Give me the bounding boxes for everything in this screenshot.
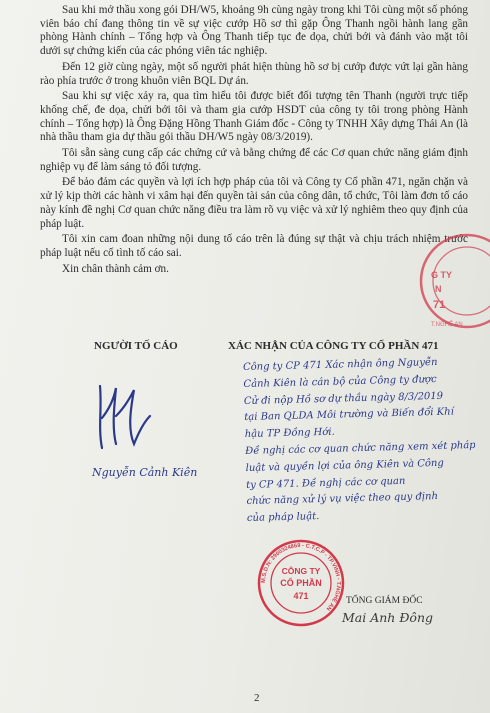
page-number: 2 bbox=[254, 692, 260, 704]
handwritten-line: Cử đi nộp Hồ sơ dự thầu ngày 8/3/2019 bbox=[243, 390, 444, 407]
stamp-text-line-2: CỔ PHẦN bbox=[280, 578, 322, 588]
paragraph-2: Đến 12 giờ cùng ngày, một số người phát hiện thùng hồ sơ bị cướp được vứt lại gần hàng rào phía trước ở trong khuôn viên BQL Dự án. bbox=[40, 60, 468, 87]
company-stamp bbox=[256, 538, 346, 628]
director-name: Mai Anh Đông bbox=[342, 610, 433, 625]
paragraph-6: Tôi xin cam đoan những nội dung tố cáo trên là đúng sự thật và chịu trách nhiệm trước pháp luật nếu cố tình tố cáo sai. bbox=[40, 233, 468, 259]
handwritten-line: Đề nghị các cơ quan chức năng xem xét pháp bbox=[245, 439, 476, 457]
handwritten-line: chức năng xử lý vụ việc theo quy định bbox=[246, 491, 439, 508]
stamp-text-line-1: CÔNG TY bbox=[281, 566, 321, 576]
handwritten-line: luật và quyền lợi của ông Kiên và Công bbox=[245, 457, 444, 474]
company-stamp-edge bbox=[405, 226, 490, 336]
handwritten-confirmation bbox=[243, 354, 477, 528]
paragraph-1: Sau khi mở thầu xong gói DH/W5, khoảng 9h cùng ngày trong khi Tôi cùng một số phóng viên báo chí đang thông tin về sự việc cướp Hồ sơ thì gặp Ông Thanh ngồi hành lang gần phòng Hành chính – Tổng hợp và Ông Thanh tiếp tục đe dọa, chửi bới và đánh vào mặt tôi dưới sự chứng kiến của các phóng viên tác nghiệp. bbox=[40, 4, 468, 58]
stamp-ring-text: M.S.D.N: 2900324869 - C.T.C.P - TP.VINH - T.NGHỆ AN bbox=[260, 542, 342, 612]
complainant-handwritten-name: Nguyễn Cảnh Kiên bbox=[92, 466, 198, 479]
paragraph-5: Để bảo đảm các quyền và lợi ích hợp pháp của tôi và Công ty Cổ phần 471, ngăn chặn và xử lý kịp thời các hành vi xâm hại đến quyền tài sản của công dân, tổ chức, Tôi làm đơn tố cáo này kính đề nghị Cơ quan chức năng điều tra làm rõ vụ việc và xử lý nghiêm theo quy định của pháp luật. bbox=[40, 176, 468, 230]
stamp-text-line-3: 471 bbox=[293, 591, 309, 601]
complainant-title: NGƯỜI TỐ CÁO bbox=[94, 340, 178, 352]
stamp-edge-line-3: 71 bbox=[433, 299, 446, 311]
handwritten-line: ty CP 471. Đề nghị các cơ quan bbox=[245, 475, 406, 491]
director-title: TỔNG GIÁM ĐỐC bbox=[346, 596, 423, 606]
handwritten-line: của pháp luật. bbox=[246, 511, 320, 525]
handwritten-line: Công ty CP 471 Xác nhận ông Nguyễn bbox=[242, 356, 438, 374]
handwritten-line: hậu TP Đồng Hới. bbox=[244, 426, 335, 441]
stamp-edge-line-2: N bbox=[435, 284, 442, 294]
stamp-edge-line-1: G TY bbox=[431, 270, 453, 280]
complainant-signature bbox=[90, 378, 160, 458]
company-confirmation-title: XÁC NHẬN CỦA CÔNG TY CỔ PHẦN 471 bbox=[228, 340, 439, 352]
stamp-edge-line-4: T.NGHỆ AN bbox=[431, 322, 463, 328]
paragraph-3: Sau khi sự việc xảy ra, qua tìm hiểu tôi được biết đối tượng tên Thanh (người trực tiếp khống chế, đe dọa, chửi bới tôi và tham gia cướp HSDT của công ty tôi trong phòng Hành chính – Tổng hợp) là Ông Đặng Hồng Thanh Giám đốc - Công ty TNHH Xây dựng Thái An (là nhà thầu tham gia dự thầu gói thầu DH/W5 ngày 08/3/2019). bbox=[40, 90, 468, 144]
paragraph-4: Tôi sẵn sàng cung cấp các chứng cứ và bằng chứng để các Cơ quan chức năng giám định nghiệp vụ để làm sáng tỏ đối tượng. bbox=[40, 147, 468, 173]
handwritten-line: Cảnh Kiên là cán bộ của Công ty được bbox=[243, 373, 437, 390]
document-body bbox=[40, 4, 468, 278]
paragraph-7: Xin chân thành cảm ơn. bbox=[62, 262, 169, 275]
handwritten-line: tại Ban QLDA Môi trường và Biến đổi Khí bbox=[244, 406, 455, 424]
